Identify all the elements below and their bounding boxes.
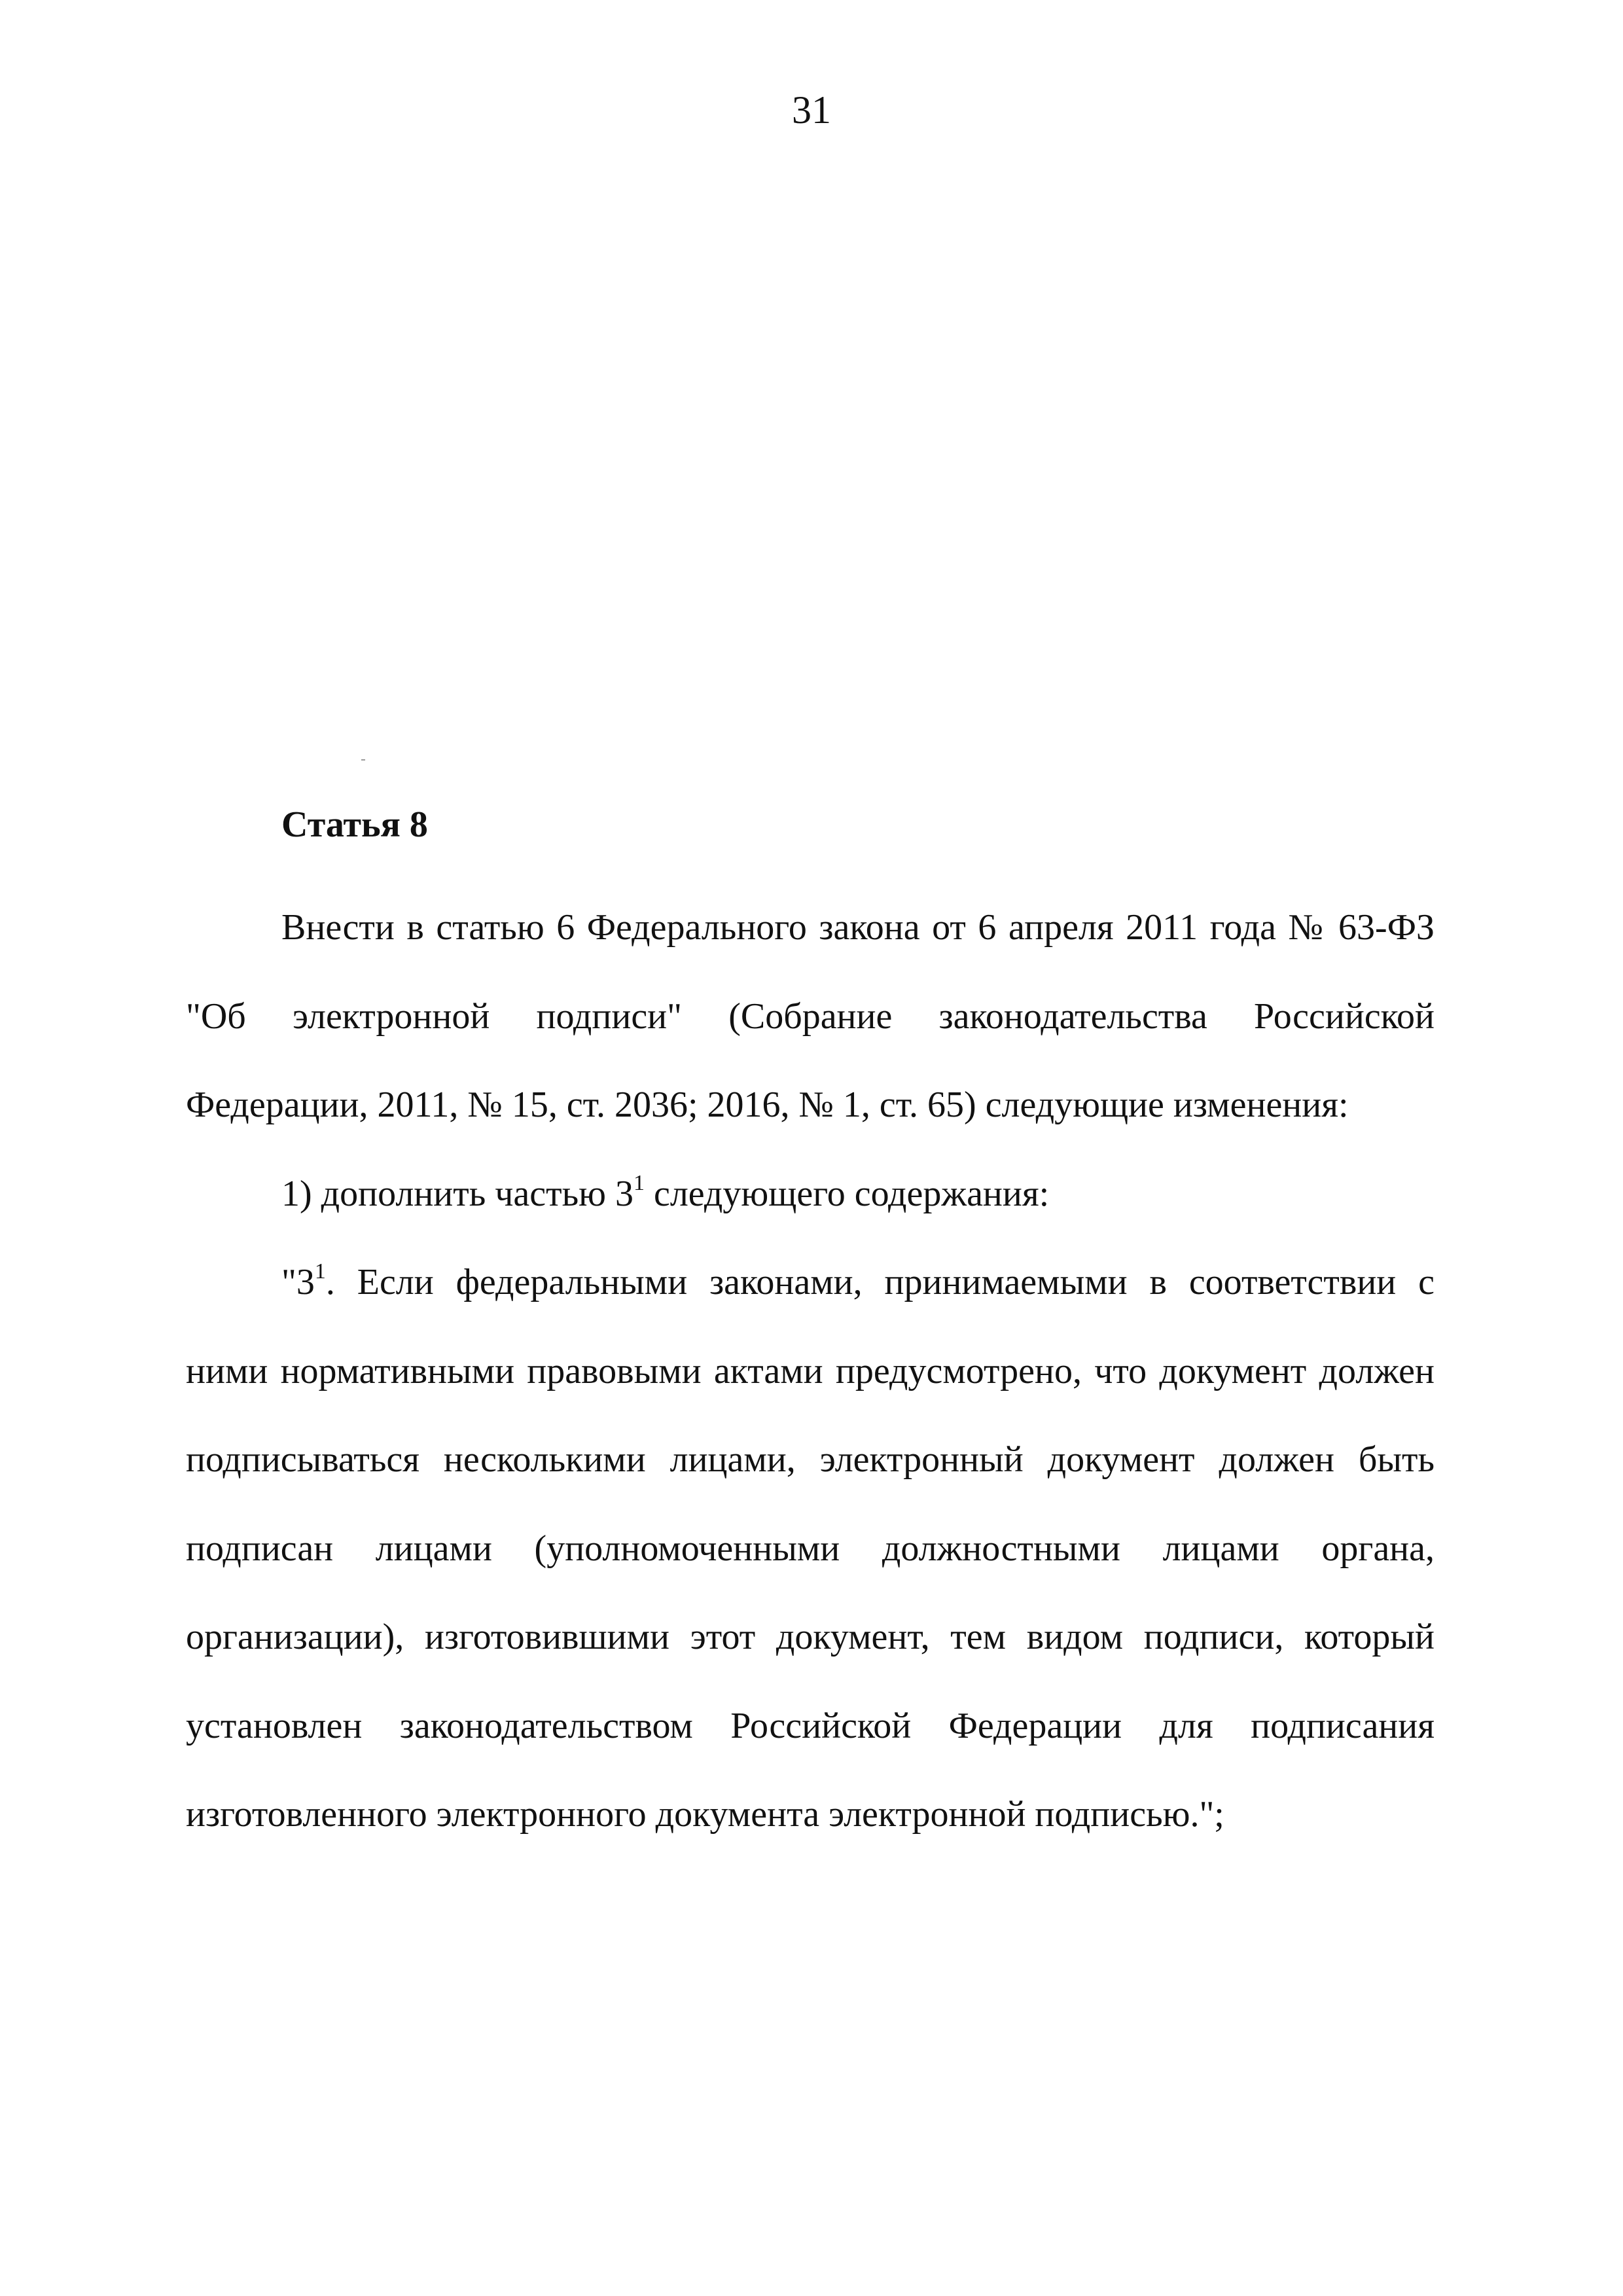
item-1-text-before: 1) дополнить частью 3 — [281, 1173, 633, 1214]
part-3-1-text-before: "3 — [281, 1262, 315, 1302]
scan-speck — [361, 759, 365, 761]
paragraph-item-1 — [186, 1150, 1435, 1239]
page-number: 31 — [792, 88, 831, 132]
item-1-text-after: следующего содержания: — [645, 1173, 1050, 1214]
article-heading: Статья 8 — [281, 804, 428, 845]
article-body — [186, 884, 1435, 1859]
paragraph-part-3-1 — [186, 1238, 1435, 1859]
part-3-1-text-after: . Если федеральными законами, принимаемыми в соответствии с ними нормативными правовыми актами предусмотрено, что документ должен подписываться несколькими лицами, электронный документ должен быть подписан лицами (уполномоченными должностными лицами органа, организации), изготовившими этот документ, тем видом подписи, который установлен законодательством Российской Федерации для подписания изготовленного электронного документа электронной подписью."; — [186, 1262, 1435, 1835]
item-1-superscript: 1 — [633, 1170, 645, 1195]
part-3-1-superscript: 1 — [314, 1259, 326, 1284]
paragraph-amendment-intro: Внести в статью 6 Федерального закона от 6 апреля 2011 года № 63-ФЗ "Об электронной подписи" (Собрание законодательства Российской Федерации, 2011, № 15, ст. 2036; 2016, № 1, ст. 65) следующие изменения: — [186, 907, 1435, 1125]
